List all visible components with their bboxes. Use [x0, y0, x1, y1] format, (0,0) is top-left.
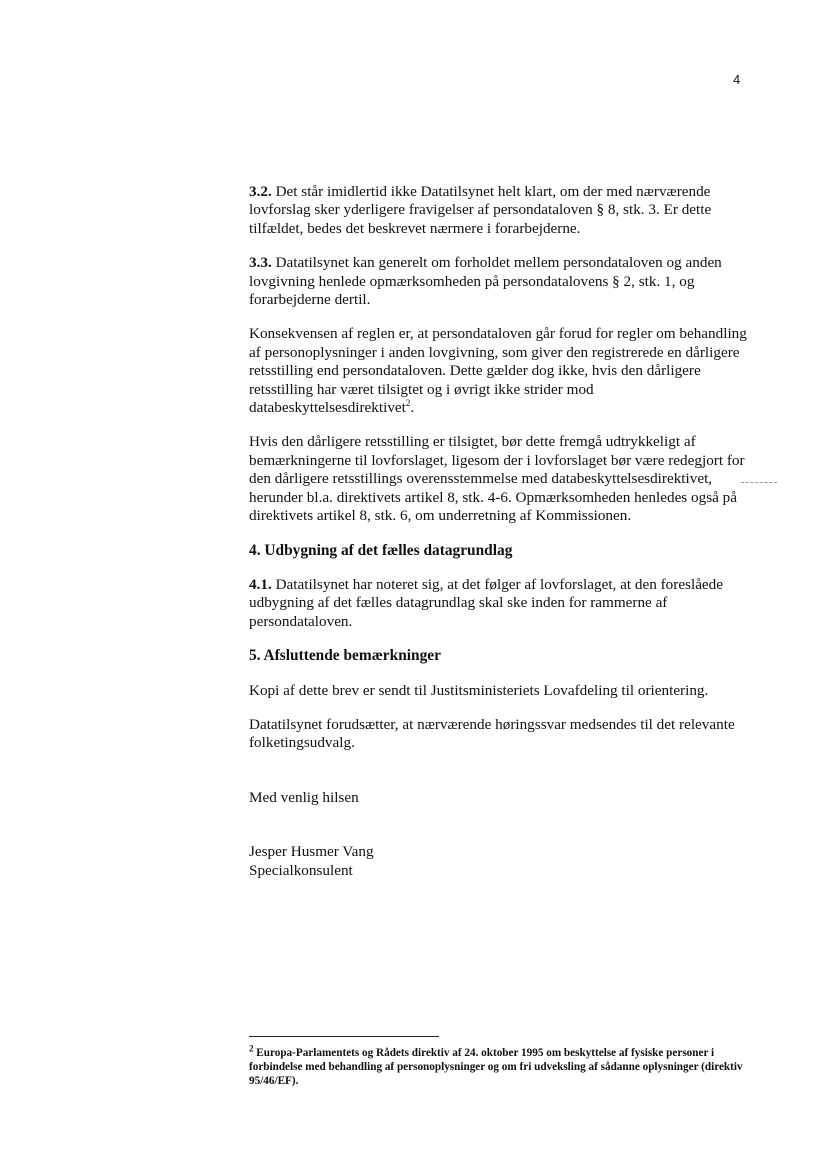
footnote-reference: 2 — [405, 398, 411, 408]
signatory-title: Specialkonsulent — [249, 861, 353, 879]
section-number: 4.1. — [249, 575, 272, 593]
paragraph-3-2 — [249, 183, 749, 238]
footnote-text: Europa-Parlamentets og Rådets direktiv af 24. oktober 1995 om beskyttelse af fysiske personer i forbindelse med behandling af personoplysninger og om fri udveksling af sådanne oplysninger (direktiv 95/46/EF). — [249, 1047, 743, 1087]
section-number: 3.2. — [249, 183, 272, 200]
paragraph-text: Datatilsynet har noteret sig, at det følger af lovforslaget, at den foreslåede udbygning af det fælles datagrundlag skal ske inden for rammerne af persondataloven. — [249, 575, 724, 630]
paragraph-text: Det står imidlertid ikke Datatilsynet helt klart, om der med nærværende lovforslag sker yderligere fravigelser af persondataloven § 8, stk. 3. Er dette tilfældet, bedes det beskrevet nærmere i forarbejderne. — [249, 183, 712, 237]
paragraph-tail: . — [410, 399, 415, 417]
closing-greeting: Med venlig hilsen — [249, 788, 359, 806]
footnote — [249, 1043, 749, 1088]
signatory-name: Jesper Husmer Vang — [249, 843, 374, 861]
section-heading-4: 4. Udbygning af det fælles datagrundlag — [249, 541, 513, 559]
paragraph-3-3 — [249, 254, 749, 309]
letter-body — [249, 183, 749, 880]
section-number: 3.3. — [249, 254, 272, 272]
paragraph-hvis: Hvis den dårligere retsstilling er tilsigtet, bør dette fremgå udtrykkeligt af bemærkningerne til lovforslaget, ligesom der i lovforslaget bør være redegjort for den dårligere retsstillings overensstemmelse med databeskyttelsesdirektivet, herunder bl.a. direktivets artikel 8, stk. 4-6. Opmærksomheden henledes også på direktivets artikel 8, stk. 6, om underretning af Kommissionen. — [249, 433, 745, 525]
section-heading-5: 5. Afsluttende bemærkninger — [249, 647, 441, 665]
paragraph-forudsaetter: Datatilsynet forudsætter, at nærværende høringssvar medsendes til det relevante folketingsudvalg. — [249, 715, 735, 752]
page-number: 4 — [733, 72, 741, 87]
paragraph-text: Datatilsynet kan generelt om forholdet mellem persondataloven og anden lovgivning henlede opmærksomheden på persondatalovens § 2, stk. 1, og forarbejderne dertil. — [249, 254, 722, 309]
paragraph-4-1 — [249, 576, 749, 631]
margin-mark — [741, 482, 777, 483]
paragraph-text: Konsekvensen af reglen er, at persondataloven går forud for regler om behandling af personoplysninger i anden lovgivning, som giver den registrerede en dårligere retsstilling end persondataloven. Dette gælder dog ikke, hvis den dårligere retsstilling har været tilsigtet og i øvrigt ikke strider mod databeskyttelsesdirektivet — [249, 325, 747, 417]
paragraph-kopi: Kopi af dette brev er sendt til Justitsministeriets Lovafdeling til orientering. — [249, 681, 709, 699]
paragraph-konsekvens — [249, 325, 749, 417]
footnote-divider — [249, 1036, 439, 1037]
footnote-number: 2 — [249, 1043, 254, 1054]
